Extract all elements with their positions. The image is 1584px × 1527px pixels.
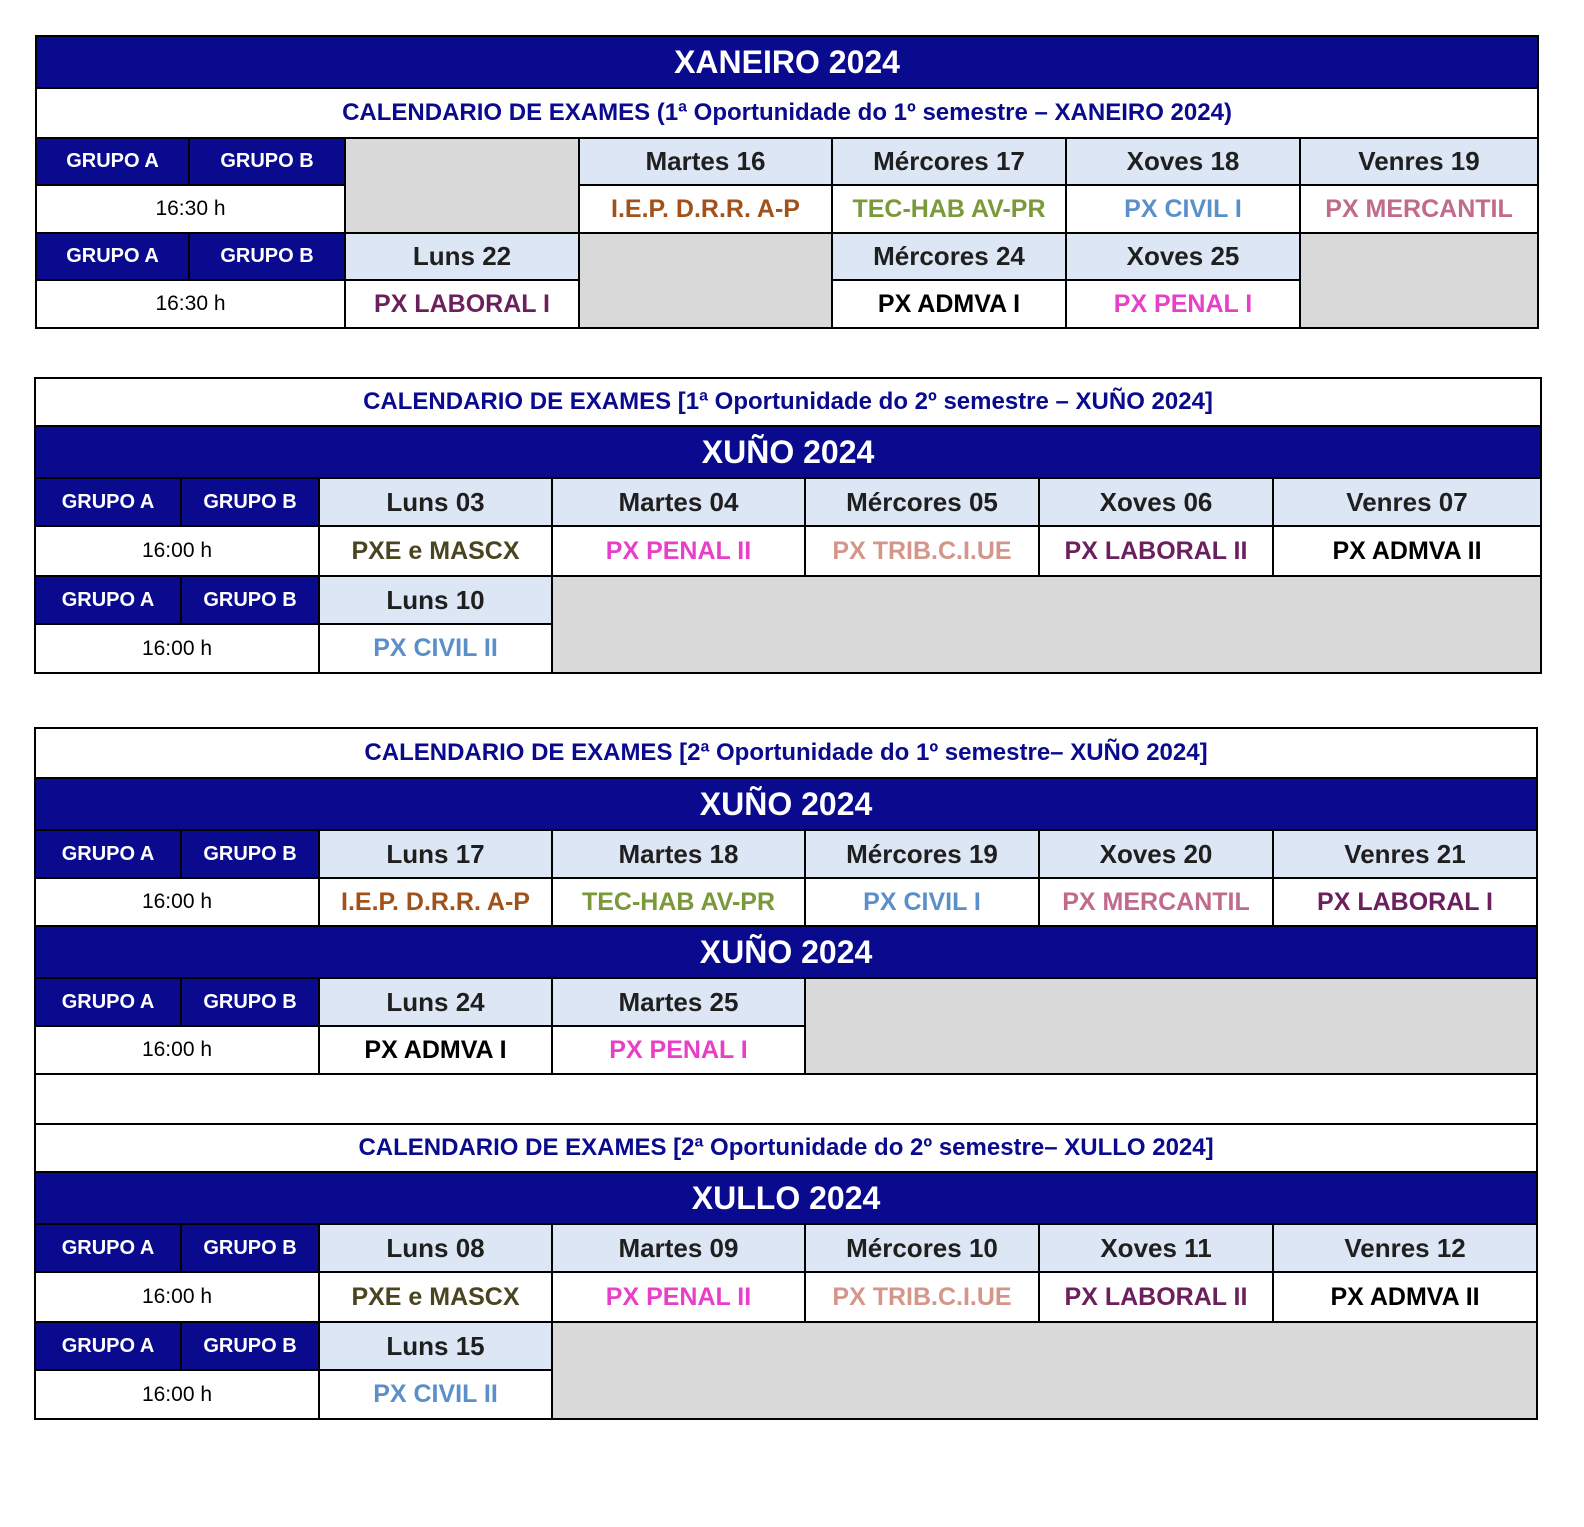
exam-cell: PX PENAL I: [1066, 280, 1300, 328]
month-header: XUÑO 2024: [35, 778, 1537, 830]
group-a-label: GRUPO A: [35, 478, 181, 526]
exam-cell: PXE e MASCX: [319, 526, 552, 576]
empty-cell: [579, 233, 832, 328]
group-a-label: GRUPO A: [36, 233, 189, 280]
day-header: Xoves 11: [1039, 1224, 1273, 1272]
day-header: Xoves 06: [1039, 478, 1273, 526]
calendar-xuno-2: [34, 727, 1538, 1125]
day-header: Venres 12: [1273, 1224, 1537, 1272]
exam-cell: PX PENAL II: [552, 1272, 805, 1322]
day-header: Mércores 19: [805, 830, 1039, 878]
exam-cell: PX ADMVA I: [319, 1026, 552, 1074]
exam-cell: PX MERCANTIL: [1039, 878, 1273, 926]
month-header: XULLO 2024: [35, 1172, 1537, 1224]
group-a-label: GRUPO A: [35, 830, 181, 878]
day-header: Xoves 20: [1039, 830, 1273, 878]
calendar-subtitle: CALENDARIO DE EXAMES [1ª Oportunidade do 2º semestre – XUÑO 2024]: [35, 378, 1541, 426]
month-header: XANEIRO 2024: [36, 36, 1538, 88]
group-b-label: GRUPO B: [181, 1322, 319, 1370]
exam-cell: I.E.P. D.R.R. A-P: [319, 878, 552, 926]
group-a-label: GRUPO A: [35, 1322, 181, 1370]
empty-cell: [1300, 233, 1538, 328]
day-header: Venres 07: [1273, 478, 1541, 526]
group-b-label: GRUPO B: [189, 233, 345, 280]
day-header: Luns 10: [319, 576, 552, 624]
group-a-label: GRUPO A: [35, 978, 181, 1026]
exam-cell: TEC-HAB AV-PR: [832, 185, 1066, 233]
spacer-row: [35, 1074, 1537, 1124]
day-header: Luns 03: [319, 478, 552, 526]
day-header: Xoves 18: [1066, 138, 1300, 185]
day-header: Xoves 25: [1066, 233, 1300, 280]
calendar-xullo: [34, 1123, 1538, 1420]
day-header: Mércores 05: [805, 478, 1039, 526]
day-header: Martes 18: [552, 830, 805, 878]
group-b-label: GRUPO B: [181, 478, 319, 526]
group-a-label: GRUPO A: [35, 576, 181, 624]
empty-cell: [552, 576, 1541, 673]
exam-cell: PX CIVIL I: [1066, 185, 1300, 233]
exam-cell: PX CIVIL I: [805, 878, 1039, 926]
exam-time: 16:00 h: [35, 1026, 319, 1074]
day-header: Mércores 24: [832, 233, 1066, 280]
exam-cell: PX ADMVA II: [1273, 526, 1541, 576]
exam-time: 16:00 h: [35, 878, 319, 926]
month-header: XUÑO 2024: [35, 926, 1537, 978]
exam-cell: PX CIVIL II: [319, 1370, 552, 1419]
empty-cell: [552, 1322, 1537, 1419]
exam-time: 16:00 h: [35, 526, 319, 576]
exam-time: 16:00 h: [35, 1272, 319, 1322]
group-b-label: GRUPO B: [189, 138, 345, 185]
exam-cell: I.E.P. D.R.R. A-P: [579, 185, 832, 233]
exam-time: 16:30 h: [36, 185, 345, 233]
day-header: Martes 09: [552, 1224, 805, 1272]
group-b-label: GRUPO B: [181, 1224, 319, 1272]
exam-cell: PX LABORAL II: [1039, 1272, 1273, 1322]
day-header: Luns 22: [345, 233, 579, 280]
empty-cell: [345, 138, 579, 233]
calendar-subtitle: CALENDARIO DE EXAMES [2ª Oportunidade do 2º semestre– XULLO 2024]: [35, 1124, 1537, 1172]
day-header: Mércores 17: [832, 138, 1066, 185]
exam-cell: PX ADMVA I: [832, 280, 1066, 328]
empty-cell: [805, 978, 1537, 1074]
group-b-label: GRUPO B: [181, 978, 319, 1026]
exam-cell: PXE e MASCX: [319, 1272, 552, 1322]
day-header: Venres 21: [1273, 830, 1537, 878]
group-a-label: GRUPO A: [36, 138, 189, 185]
month-header: XUÑO 2024: [35, 426, 1541, 478]
day-header: Luns 08: [319, 1224, 552, 1272]
day-header: Martes 04: [552, 478, 805, 526]
exam-time: 16:00 h: [35, 1370, 319, 1419]
exam-time: 16:00 h: [35, 624, 319, 673]
exam-cell: PX LABORAL II: [1039, 526, 1273, 576]
group-a-label: GRUPO A: [35, 1224, 181, 1272]
day-header: Venres 19: [1300, 138, 1538, 185]
exam-cell: PX PENAL I: [552, 1026, 805, 1074]
day-header: Luns 24: [319, 978, 552, 1026]
exam-cell: PX TRIB.C.I.UE: [805, 526, 1039, 576]
exam-cell: PX LABORAL I: [1273, 878, 1537, 926]
day-header: Luns 15: [319, 1322, 552, 1370]
calendar-xaneiro: [35, 35, 1539, 329]
exam-cell: PX MERCANTIL: [1300, 185, 1538, 233]
calendar-xuno-1: [34, 377, 1542, 674]
exam-cell: PX CIVIL II: [319, 624, 552, 673]
exam-cell: PX LABORAL I: [345, 280, 579, 328]
calendar-subtitle: CALENDARIO DE EXAMES (1ª Oportunidade do 1º semestre – XANEIRO 2024): [36, 88, 1538, 138]
group-b-label: GRUPO B: [181, 576, 319, 624]
day-header: Martes 16: [579, 138, 832, 185]
calendar-subtitle: CALENDARIO DE EXAMES [2ª Oportunidade do 1º semestre– XUÑO 2024]: [35, 728, 1537, 778]
day-header: Mércores 10: [805, 1224, 1039, 1272]
exam-cell: PX TRIB.C.I.UE: [805, 1272, 1039, 1322]
group-b-label: GRUPO B: [181, 830, 319, 878]
day-header: Martes 25: [552, 978, 805, 1026]
exam-cell: TEC-HAB AV-PR: [552, 878, 805, 926]
exam-time: 16:30 h: [36, 280, 345, 328]
exam-cell: PX ADMVA II: [1273, 1272, 1537, 1322]
exam-cell: PX PENAL II: [552, 526, 805, 576]
day-header: Luns 17: [319, 830, 552, 878]
